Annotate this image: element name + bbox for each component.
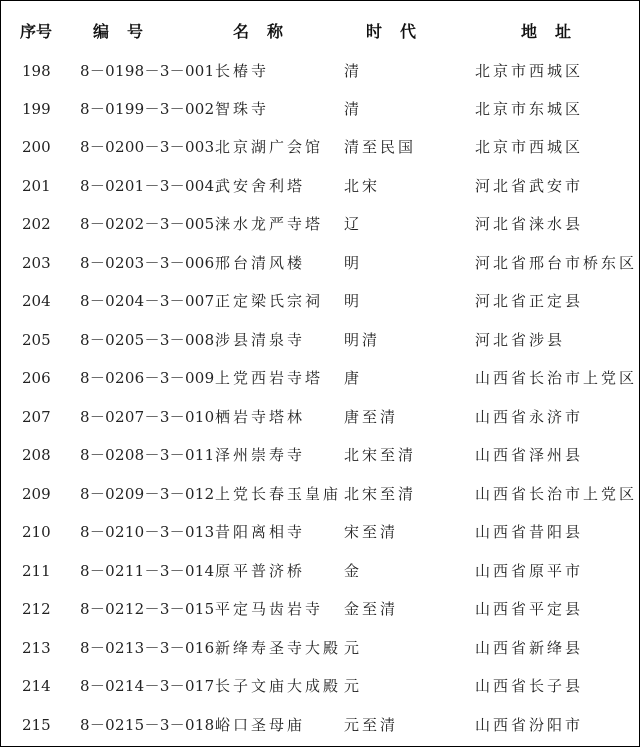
cell-code: 8－0201－3－004 (80, 177, 215, 195)
cell-code: 8－0215－3－018 (80, 716, 215, 734)
cell-no: 202 (22, 215, 51, 233)
cell-code: 8－0212－3－015 (80, 600, 215, 618)
cell-era: 明清 (344, 331, 381, 349)
cell-code: 8－0207－3－010 (80, 408, 215, 426)
cell-address: 河北省武安市 (475, 177, 584, 195)
table-row (1, 244, 639, 282)
cell-era: 北宋至清 (344, 485, 417, 503)
cell-no: 209 (22, 485, 51, 503)
table-row (1, 90, 639, 128)
cell-era: 金 (344, 562, 363, 580)
cell-era: 金至清 (344, 600, 399, 618)
cell-address: 北京市东城区 (475, 100, 584, 118)
cell-name: 长椿寺 (215, 62, 270, 80)
table-row (1, 706, 639, 744)
cell-code: 8－0208－3－011 (80, 446, 215, 464)
cell-era: 元 (344, 639, 363, 657)
cell-address: 山西省长治市上党区 (475, 485, 638, 503)
cell-no: 204 (22, 292, 51, 310)
table-row (1, 52, 639, 90)
table-row (1, 552, 639, 590)
table-row (1, 590, 639, 628)
cell-address: 山西省昔阳县 (475, 523, 584, 541)
cell-no: 214 (22, 677, 51, 695)
cell-code: 8－0210－3－013 (80, 523, 215, 541)
cell-no: 211 (22, 562, 51, 580)
cell-name: 泽州崇寿寺 (215, 446, 306, 464)
table-row (1, 359, 639, 397)
cell-address: 山西省泽州县 (475, 446, 584, 464)
cell-address: 河北省涉县 (475, 331, 566, 349)
table-row (1, 321, 639, 359)
cell-code: 8－0209－3－012 (80, 485, 215, 503)
table-row (1, 398, 639, 436)
table-row (1, 205, 639, 243)
cell-code: 8－0205－3－008 (80, 331, 215, 349)
cell-no: 215 (22, 716, 51, 734)
cell-name: 峪口圣母庙 (215, 716, 306, 734)
cell-code: 8－0206－3－009 (80, 369, 215, 387)
cell-code: 8－0202－3－005 (80, 215, 215, 233)
cell-name: 长子文庙大成殿 (215, 677, 342, 695)
cell-name: 昔阳离相寺 (215, 523, 306, 541)
cell-address: 山西省长治市上党区 (475, 369, 638, 387)
cell-name: 邢台清风楼 (215, 254, 306, 272)
cell-address: 河北省涞水县 (475, 215, 584, 233)
header-code: 编号 (93, 22, 162, 41)
cell-no: 205 (22, 331, 51, 349)
cell-address: 山西省新绛县 (475, 639, 584, 657)
cell-code: 8－0211－3－014 (80, 562, 215, 580)
cell-no: 200 (22, 138, 51, 156)
cell-era: 唐至清 (344, 408, 399, 426)
cell-era: 唐 (344, 369, 363, 387)
cell-address: 山西省长子县 (475, 677, 584, 695)
cell-no: 199 (22, 100, 51, 118)
cell-name: 涞水龙严寺塔 (215, 215, 324, 233)
cell-no: 203 (22, 254, 51, 272)
cell-address: 河北省正定县 (475, 292, 584, 310)
header-name: 名称 (233, 22, 302, 41)
cell-code: 8－0204－3－007 (80, 292, 215, 310)
table-row (1, 436, 639, 474)
cell-name: 武安舍利塔 (215, 177, 306, 195)
cell-era: 清至民国 (344, 138, 417, 156)
cell-era: 辽 (344, 215, 363, 233)
cell-code: 8－0214－3－017 (80, 677, 215, 695)
cell-era: 北宋 (344, 177, 381, 195)
table-row (1, 128, 639, 166)
cell-name: 新绛寿圣寺大殿 (215, 639, 342, 657)
cell-code: 8－0200－3－003 (80, 138, 215, 156)
cell-address: 山西省汾阳市 (475, 716, 584, 734)
cell-address: 山西省原平市 (475, 562, 584, 580)
table-row (1, 629, 639, 667)
cell-address: 河北省邢台市桥东区 (475, 254, 638, 272)
table-row (1, 282, 639, 320)
cell-address: 北京市西城区 (475, 62, 584, 80)
cell-era: 元 (344, 677, 363, 695)
cell-code: 8－0199－3－002 (80, 100, 215, 118)
cell-era: 明 (344, 254, 363, 272)
cell-no: 212 (22, 600, 51, 618)
cell-era: 清 (344, 62, 363, 80)
cell-era: 明 (344, 292, 363, 310)
table-row (1, 475, 639, 513)
cell-name: 上党长春玉皇庙 (215, 485, 342, 503)
cell-no: 207 (22, 408, 51, 426)
cell-no: 198 (22, 62, 51, 80)
cell-name: 平定马齿岩寺 (215, 600, 324, 618)
cell-no: 201 (22, 177, 51, 195)
table-row (1, 513, 639, 551)
header-no: 序号 (20, 22, 53, 41)
cell-era: 北宋至清 (344, 446, 417, 464)
cell-era: 宋至清 (344, 523, 399, 541)
cell-name: 栖岩寺塔林 (215, 408, 306, 426)
header-era: 时代 (366, 22, 435, 41)
cell-no: 206 (22, 369, 51, 387)
cell-code: 8－0203－3－006 (80, 254, 215, 272)
cell-era: 元至清 (344, 716, 399, 734)
table-row (1, 667, 639, 705)
cell-code: 8－0213－3－016 (80, 639, 215, 657)
cell-era: 清 (344, 100, 363, 118)
cell-name: 原平普济桥 (215, 562, 306, 580)
cell-code: 8－0198－3－001 (80, 62, 215, 80)
table-header (1, 13, 639, 51)
cell-name: 北京湖广会馆 (215, 138, 324, 156)
cell-no: 208 (22, 446, 51, 464)
cell-name: 涉县清泉寺 (215, 331, 306, 349)
cell-name: 正定梁氏宗祠 (215, 292, 324, 310)
cell-address: 北京市西城区 (475, 138, 584, 156)
cell-no: 213 (22, 639, 51, 657)
cell-no: 210 (22, 523, 51, 541)
table-row (1, 167, 639, 205)
cell-name: 上党西岩寺塔 (215, 369, 324, 387)
cell-address: 山西省永济市 (475, 408, 584, 426)
cell-name: 智珠寺 (215, 100, 270, 118)
header-address: 地址 (521, 22, 590, 41)
cell-address: 山西省平定县 (475, 600, 584, 618)
